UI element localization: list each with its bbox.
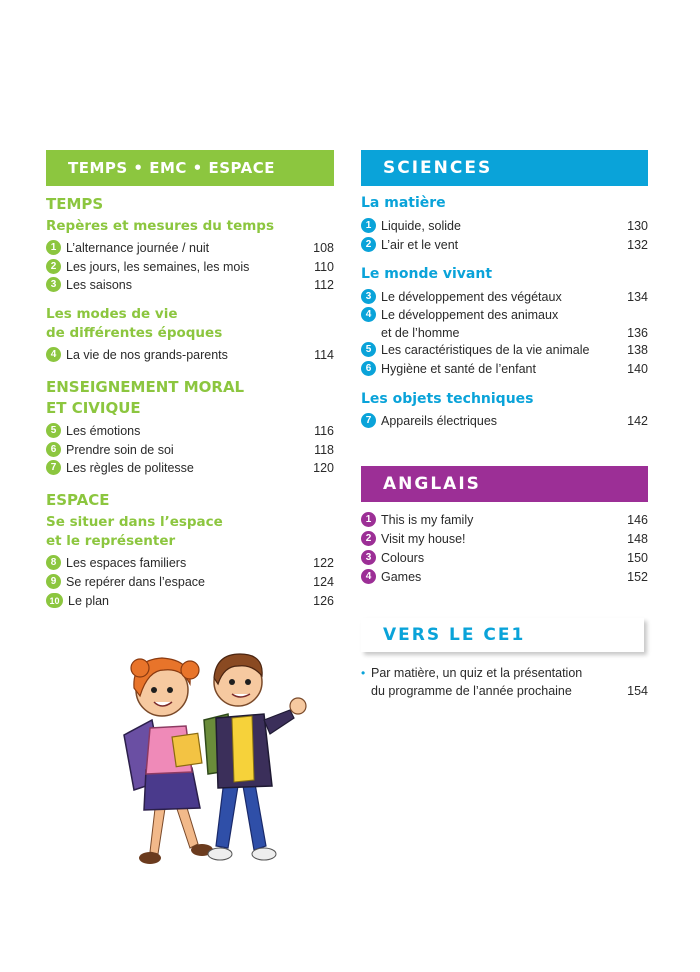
page-number: 150	[627, 551, 648, 565]
chapter-title: La vie de nos grands-parents	[66, 348, 228, 362]
chapter-title-line2: du programme de l’année prochaine	[371, 684, 572, 698]
chapter-number-badge: 4	[361, 569, 376, 584]
toc-entry[interactable]	[361, 530, 648, 548]
chapter-title: Les émotions	[66, 424, 141, 438]
toc-entry[interactable]	[361, 288, 648, 306]
chapter-number-badge: 1	[46, 240, 61, 255]
page-number: 126	[313, 594, 334, 608]
page-number: 140	[627, 362, 648, 376]
page-number: 130	[627, 219, 648, 233]
chapter-title: Appareils électriques	[381, 414, 498, 428]
chapter-title: Se repérer dans l’espace	[66, 575, 205, 589]
chapter-number-badge: 1	[361, 512, 376, 527]
banner-sciences: SCIENCES	[361, 150, 648, 186]
chapter-number-badge: 6	[361, 361, 376, 376]
toc-entry[interactable]	[361, 412, 648, 430]
page-number: 122	[313, 556, 334, 570]
heading-modes-line1: Les modes de vie	[46, 306, 178, 322]
heading-modes-line2: de différentes époques	[46, 325, 223, 341]
toc-entry[interactable]	[361, 217, 648, 235]
toc-entry[interactable]	[361, 306, 648, 342]
toc-entry[interactable]	[361, 360, 648, 378]
heading-espace: ESPACE	[46, 491, 110, 509]
chapter-number-badge: 2	[361, 237, 376, 252]
chapter-title: L’air et le vent	[381, 238, 459, 252]
page-number: 110	[314, 260, 334, 274]
page-number: 152	[627, 570, 648, 584]
chapter-number-badge: 8	[46, 555, 61, 570]
chapter-number-badge: 4	[361, 307, 376, 322]
chapter-number-badge: 5	[46, 423, 61, 438]
chapter-number-badge: 3	[361, 550, 376, 565]
toc-entry[interactable]	[46, 258, 334, 276]
chapter-title	[371, 664, 618, 700]
toc-entry[interactable]	[46, 239, 334, 257]
toc-entry[interactable]	[361, 568, 648, 586]
chapter-title: Le développement des végétaux	[381, 290, 562, 304]
heading-situer-line2: et le représenter	[46, 533, 176, 549]
chapter-number-badge: 10	[46, 593, 63, 608]
chapter-title: Games	[381, 570, 422, 584]
chapter-title: Hygiène et santé de l’enfant	[381, 362, 536, 376]
chapter-number-badge: 6	[46, 442, 61, 457]
toc-entry[interactable]	[46, 459, 334, 477]
heading-temps: TEMPS	[46, 195, 104, 213]
page-number: 148	[627, 532, 648, 546]
page-number: 132	[627, 238, 648, 252]
page-number: 154	[627, 684, 648, 698]
chapter-title: Visit my house!	[381, 532, 466, 546]
bullet-icon: •	[361, 666, 366, 680]
chapter-number-badge: 7	[361, 413, 376, 428]
heading-situer-line1: Se situer dans l’espace	[46, 514, 223, 530]
chapter-number-badge: 3	[361, 289, 376, 304]
page-number: 108	[313, 241, 334, 255]
toc-entry[interactable]	[361, 549, 648, 567]
toc-entry[interactable]	[46, 441, 334, 459]
chapter-title: Les règles de politesse	[66, 461, 194, 475]
chapter-title: Les espaces familiers	[66, 556, 187, 570]
page-number: 114	[314, 348, 334, 362]
chapter-title: Les saisons	[66, 278, 133, 292]
toc-entry[interactable]	[46, 592, 334, 610]
toc-entry[interactable]	[46, 422, 334, 440]
chapter-title: Prendre soin de soi	[66, 443, 174, 457]
chapter-title-line2: et de l’homme	[381, 326, 460, 340]
chapter-title: Les caractéristiques de la vie animale	[381, 343, 590, 357]
banner-vers-le-ce1: VERS LE CE1	[361, 618, 644, 652]
banner-temps-emc-espace: TEMPS • EMC • ESPACE	[46, 150, 334, 186]
chapter-number-badge: 7	[46, 460, 61, 475]
page-number: 116	[314, 424, 334, 438]
toc-entry[interactable]	[46, 554, 334, 572]
page-number: 146	[627, 513, 648, 527]
heading-emc-line2: ET CIVIQUE	[46, 399, 141, 417]
toc-entry[interactable]	[361, 341, 648, 359]
page-number: 124	[313, 575, 334, 589]
chapter-title	[381, 306, 618, 342]
heading-matiere: La matière	[361, 195, 446, 211]
heading-objets-techniques: Les objets techniques	[361, 391, 534, 407]
page-number: 136	[627, 326, 648, 340]
chapter-title: Colours	[381, 551, 425, 565]
chapter-title: This is my family	[381, 513, 474, 527]
chapter-title-line1: Le développement des animaux	[381, 308, 559, 322]
page-number: 142	[627, 414, 648, 428]
chapter-number-badge: 5	[361, 342, 376, 357]
chapter-number-badge: 2	[46, 259, 61, 274]
page-number: 112	[314, 278, 334, 292]
chapter-number-badge: 9	[46, 574, 61, 589]
chapter-title: L’alternance journée / nuit	[66, 241, 210, 255]
chapter-title: Le plan	[68, 594, 110, 608]
toc-entry[interactable]	[361, 511, 648, 529]
kids-illustration	[104, 640, 314, 890]
page-number: 138	[627, 343, 648, 357]
toc-entry[interactable]	[361, 236, 648, 254]
page-number: 134	[627, 290, 648, 304]
banner-anglais: ANGLAIS	[361, 466, 648, 502]
toc-entry[interactable]	[46, 276, 334, 294]
toc-entry[interactable]	[361, 664, 648, 700]
chapter-number-badge: 3	[46, 277, 61, 292]
chapter-title-line1: Par matière, un quiz et la présentation	[371, 666, 583, 680]
chapter-number-badge: 1	[361, 218, 376, 233]
heading-monde-vivant: Le monde vivant	[361, 266, 493, 282]
page-number: 120	[313, 461, 334, 475]
page-number: 118	[314, 443, 334, 457]
chapter-title: Liquide, solide	[381, 219, 461, 233]
chapter-number-badge: 4	[46, 347, 61, 362]
chapter-title: Les jours, les semaines, les mois	[66, 260, 250, 274]
heading-reperes: Repères et mesures du temps	[46, 218, 274, 234]
heading-emc-line1: ENSEIGNEMENT MORAL	[46, 378, 245, 396]
chapter-number-badge: 2	[361, 531, 376, 546]
toc-entry[interactable]	[46, 573, 334, 591]
toc-entry[interactable]	[46, 346, 334, 364]
